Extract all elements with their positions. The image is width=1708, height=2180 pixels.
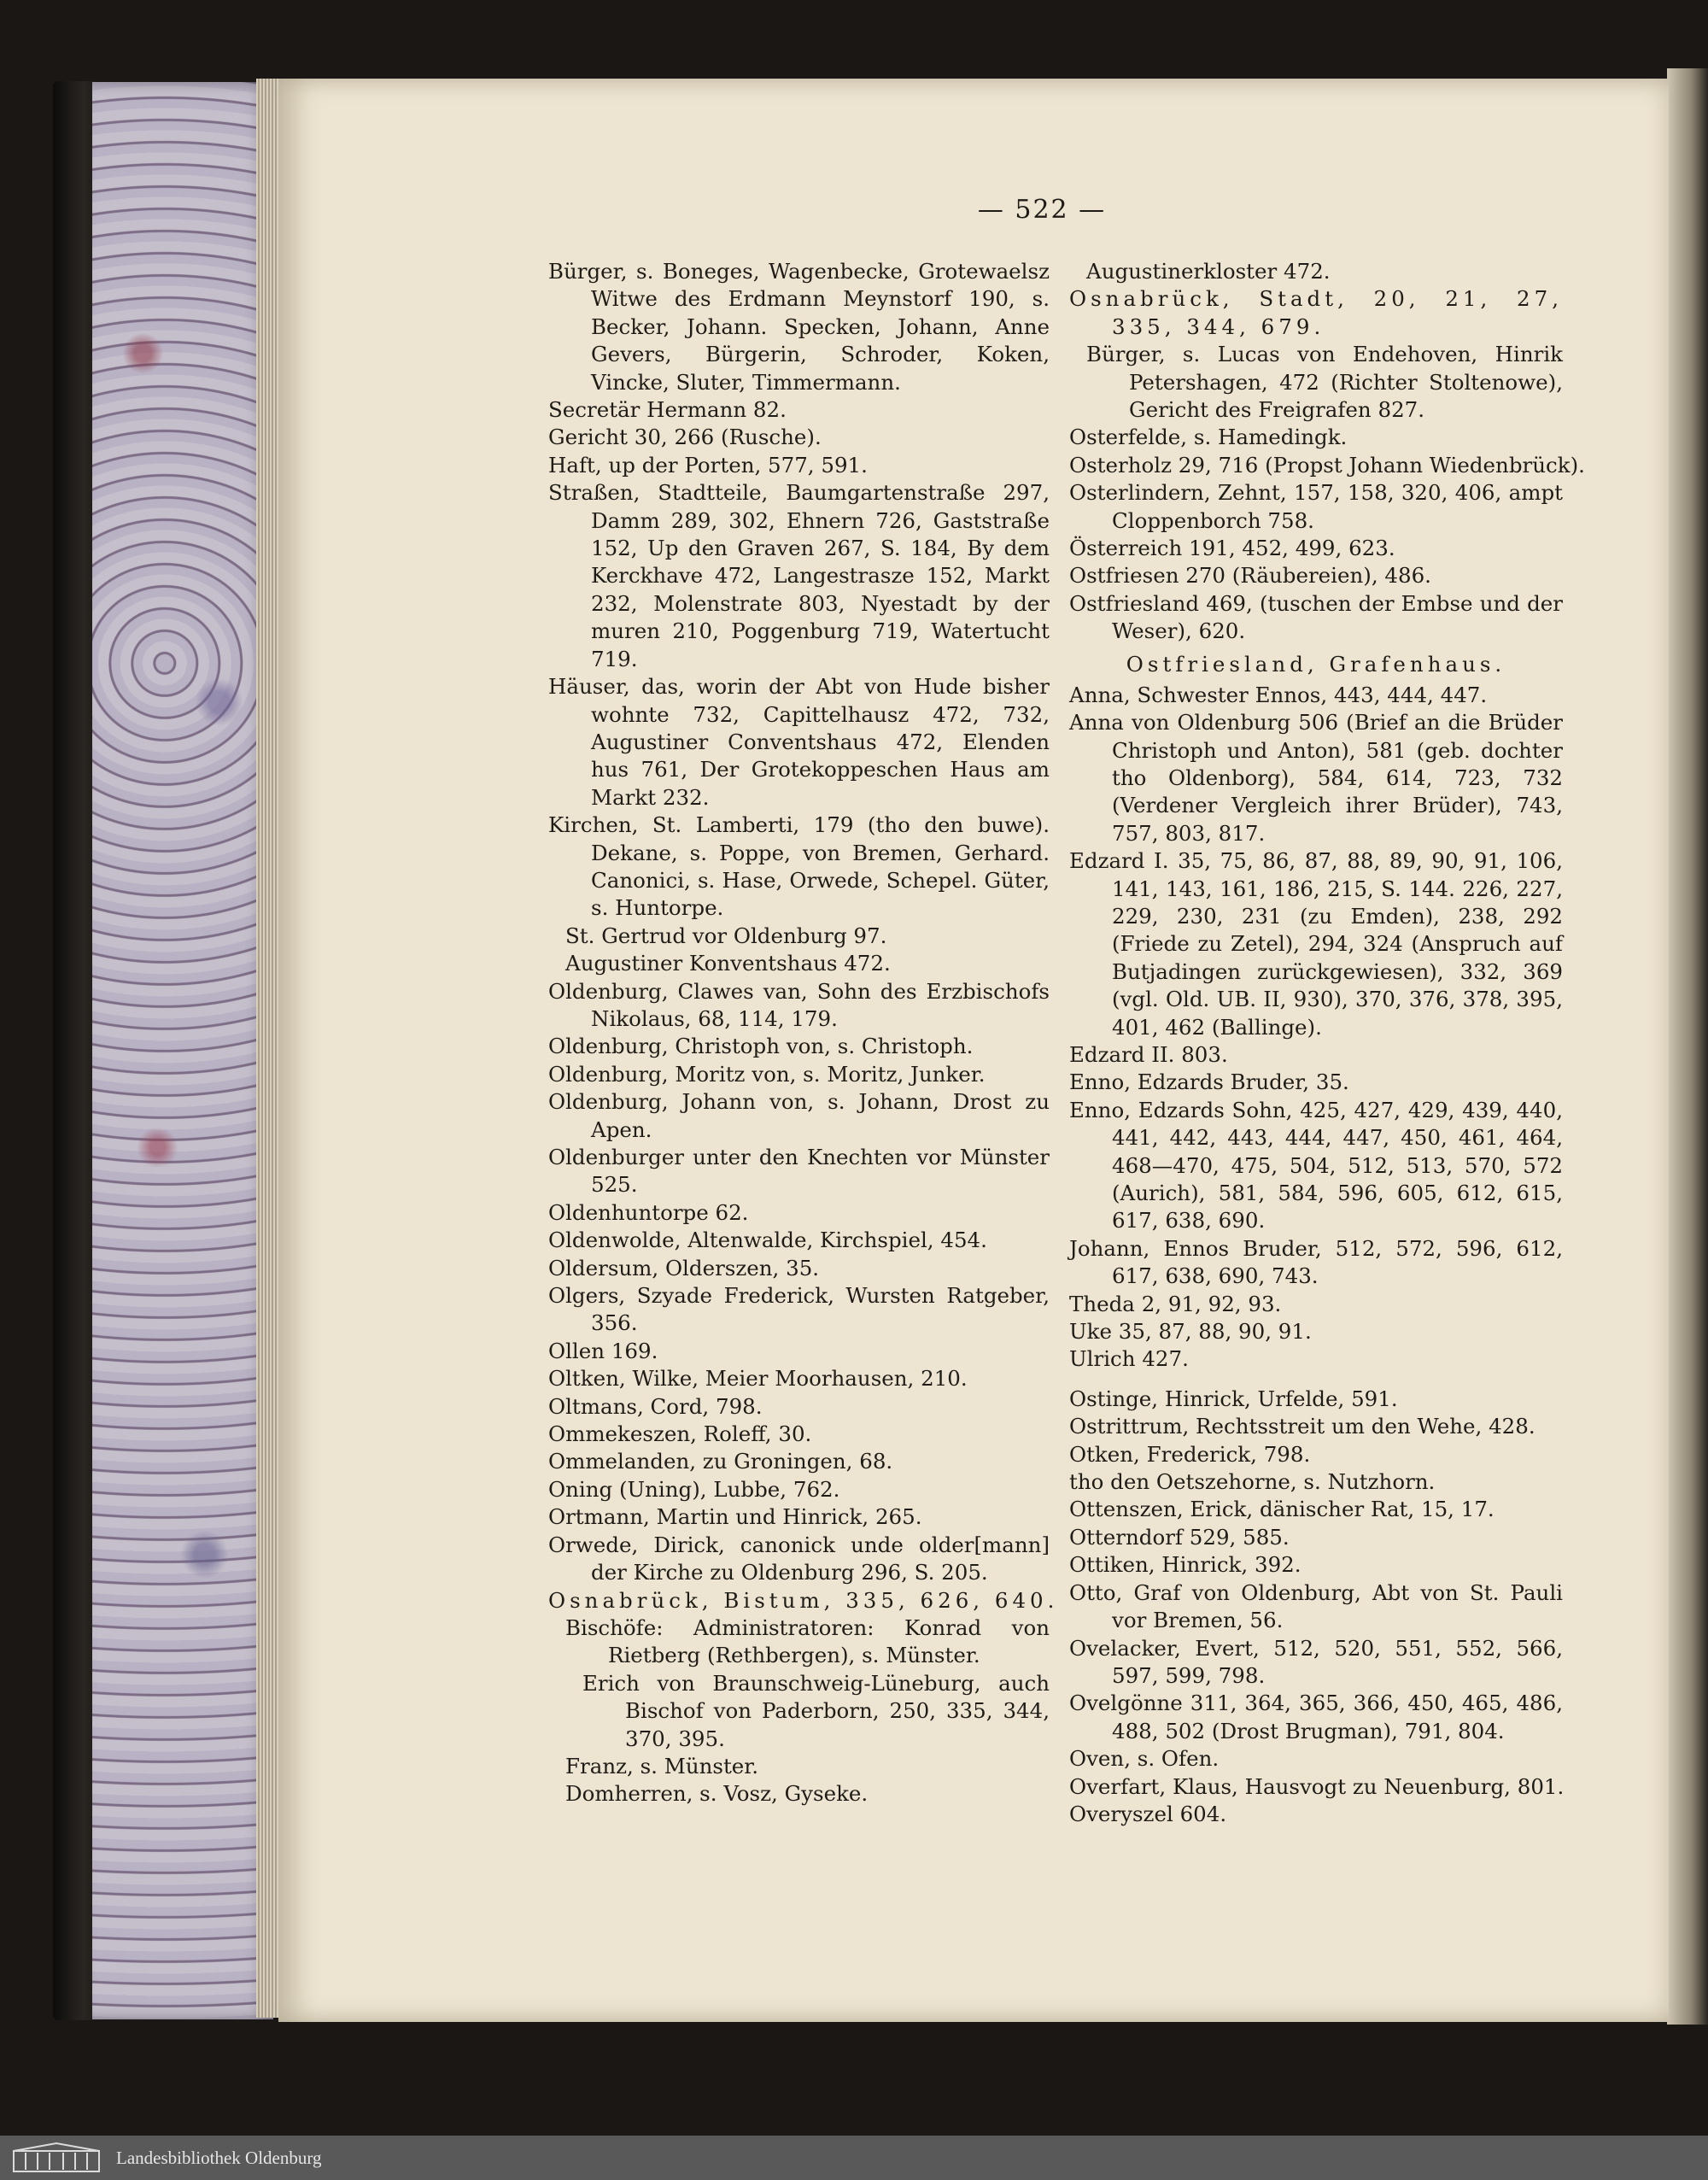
index-entry: Ostfriesland 469, (tuschen der Embse und der Weser), 620.: [1069, 590, 1563, 644]
library-building-icon: [9, 2141, 104, 2175]
index-entry: Ostrittrum, Rechtsstreit um den Wehe, 428.: [1069, 1414, 1535, 1439]
index-entry: Edzard II. 803.: [1069, 1041, 1228, 1067]
index-entry: Ommekeszen, Roleff, 30.: [548, 1421, 812, 1447]
index-entry: Oldersum, Olderszen, 35.: [548, 1255, 820, 1280]
page-number: — 522 —: [977, 195, 1107, 225]
index-entry: Olgers, Szyade Frederick, Wursten Ratgeber, 356.: [548, 1283, 1050, 1336]
index-entry: Otto, Graf von Oldenburg, Abt von St. Pauli vor Bremen, 56.: [1069, 1579, 1563, 1633]
index-entry: Osnabrück, Bistum, 335, 626, 640.: [548, 1587, 1059, 1613]
index-entry: tho den Oetszehorne, s. Nutzhorn.: [1069, 1469, 1436, 1495]
index-subentry: Bürger, s. Lucas von Endehoven, Hinrik Petershagen, 472 (Richter Stoltenowe), Gericht des Freigrafen 827.: [1086, 342, 1563, 423]
index-entry: Oldenburger unter den Knechten vor Münster 525.: [548, 1145, 1050, 1198]
index-entry: Ollen 169.: [548, 1338, 658, 1363]
index-entry: Ostfriesen 270 (Räubereien), 486.: [1069, 563, 1431, 589]
index-entry: Orwede, Dirick, canonick unde older[mann] der Kirche zu Oldenburg 296, S. 205.: [548, 1532, 1050, 1585]
index-entry: Haft, up der Porten, 577, 591.: [548, 452, 868, 478]
index-entry: Anna von Oldenburg 506 (Brief an die Brüder Christoph und Anton), 581 (geb. dochter tho Oldenborg), 584, 614, 723, 732 (Verdener Vergleich ihrer Brüder), 743, 757, 803, 817.: [1069, 710, 1563, 846]
index-entry: Edzard I. 35, 75, 86, 87, 88, 89, 90, 91, 106, 141, 143, 161, 186, 215, S. 144. 226, 227, 229, 230, 231 (zu Emden), 238, 292 (Friede zu Zetel), 294, 324 (Anspruch auf Butjadingen zurückgewiesen), 332, 369 (vgl. Old. UB. II, 930), 370, 376, 378, 395, 401, 462 (Ballinge).: [1069, 848, 1563, 1040]
right-page-edge: [1667, 68, 1708, 2025]
index-column-right: [1069, 258, 1585, 1828]
index-entry: Oldenwolde, Altenwalde, Kirchspiel, 454.: [548, 1228, 987, 1253]
index-entry: Ommelanden, zu Groningen, 68.: [548, 1449, 893, 1474]
index-entry: Straßen, Stadtteile, Baumgartenstraße 297, Damm 289, 302, Ehnern 726, Gaststraße 152, Up den Graven 267, S. 184, By dem Kerckhave 472, Langestrasze 152, Markt 232, Molenstrate 803, Nyestadt by der muren 210, Poggenburg 719, Watertucht 719.: [548, 480, 1050, 671]
index-entry: Ottenszen, Erick, dänischer Rat, 15, 17.: [1069, 1497, 1494, 1522]
index-subentry: Erich von Braunschweig-Lüneburg, auch Bischof von Paderborn, 250, 335, 344, 370, 395.: [582, 1670, 1050, 1751]
index-entry: Oldenhuntorpe 62.: [548, 1199, 749, 1225]
index-entry: Osterholz 29, 716 (Propst Johann Wiedenbrück).: [1069, 452, 1585, 478]
index-entry: Uke 35, 87, 88, 90, 91.: [1069, 1319, 1312, 1345]
index-entry: Oldenburg, Johann von, s. Johann, Drost zu Apen.: [548, 1089, 1050, 1142]
index-entry: Otken, Frederick, 798.: [1069, 1441, 1311, 1467]
index-entry: Bürger, s. Boneges, Wagenbecke, Grotewaelsz Witwe des Erdmann Meynstorf 190, s. Becker, Johann. Specken, Johann, Anne Gevers, Bürgerin, Schroder, Koken, Vincke, Sluter, Timmermann.: [548, 259, 1050, 395]
index-entry: Johann, Ennos Bruder, 512, 572, 596, 612, 617, 638, 690, 743.: [1069, 1235, 1563, 1289]
index-entry: Oltmans, Cord, 798.: [548, 1393, 763, 1419]
index-entry: Osterfelde, s. Hamedingk.: [1069, 425, 1348, 450]
index-subentry: Domherren, s. Vosz, Gyseke.: [565, 1781, 869, 1807]
index-entry: Ovelacker, Evert, 512, 520, 551, 552, 566, 597, 599, 798.: [1069, 1635, 1563, 1688]
index-entry: Oltken, Wilke, Meier Moorhausen, 210.: [548, 1366, 968, 1392]
section-heading: Ostfriesland, Grafenhaus.: [1126, 651, 1506, 677]
index-entry: Kirchen, St. Lamberti, 179 (tho den buwe). Dekane, s. Poppe, von Bremen, Gerhard. Canonici, s. Hase, Orwede, Schepel. Güter, s. Huntorpe.: [548, 812, 1050, 921]
index-subentry: Franz, s. Münster.: [565, 1753, 759, 1779]
index-entry: Secretär Hermann 82.: [548, 397, 787, 423]
index-entry: Gericht 30, 266 (Rusche).: [548, 425, 822, 450]
index-entry: Ulrich 427.: [1069, 1346, 1189, 1372]
index-entry: Osnabrück, Stadt, 20, 21, 27, 335, 344, 679.: [1069, 286, 1563, 339]
marbled-page-edge: [92, 82, 273, 2019]
index-entry: Otterndorf 529, 585.: [1069, 1524, 1290, 1550]
index-column-left: [548, 258, 1059, 1808]
index-entry: Ottiken, Hinrick, 392.: [1069, 1552, 1301, 1578]
index-subentry: Augustinerkloster 472.: [1086, 259, 1331, 284]
library-footer: [0, 2136, 1708, 2180]
index-subentry: St. Gertrud vor Oldenburg 97.: [565, 923, 887, 948]
index-entry: Overyszel 604.: [1069, 1801, 1227, 1826]
index-entry: Österreich 191, 452, 499, 623.: [1069, 536, 1395, 561]
index-entry: Oldenburg, Moritz von, s. Moritz, Junker.: [548, 1061, 986, 1087]
index-entry: Ortmann, Martin und Hinrick, 265.: [548, 1504, 922, 1530]
index-entry: Osterlindern, Zehnt, 157, 158, 320, 406, ampt Cloppenborch 758.: [1069, 480, 1563, 533]
page-stack-edge: [256, 79, 278, 2018]
index-entry: Oldenburg, Christoph von, s. Christoph.: [548, 1034, 974, 1059]
index-entry: Oning (Uning), Lubbe, 762.: [548, 1476, 840, 1502]
index-entry: Oldenburg, Clawes van, Sohn des Erzbischofs Nikolaus, 68, 114, 179.: [548, 978, 1050, 1031]
index-entry: Häuser, das, worin der Abt von Hude bisher wohnte 732, Capittelhausz 472, 732, Augustiner Conventshaus 472, Elenden hus 761, Der Grotekoppeschen Haus am Markt 232.: [548, 674, 1050, 810]
section-gap: [1069, 1374, 1563, 1386]
index-entry: Enno, Edzards Bruder, 35.: [1069, 1069, 1349, 1095]
index-subentry: Augustiner Konventshaus 472.: [565, 951, 891, 976]
index-entry: Ostinge, Hinrick, Urfelde, 591.: [1069, 1386, 1398, 1411]
index-entry: Overfart, Klaus, Hausvogt zu Neuenburg, 801.: [1069, 1773, 1565, 1799]
library-name: Landesbibliothek Oldenburg: [116, 2147, 322, 2168]
index-entry: Anna, Schwester Ennos, 443, 444, 447.: [1069, 682, 1488, 707]
index-entry: Ovelgönne 311, 364, 365, 366, 450, 465, 486, 488, 502 (Drost Brugman), 791, 804.: [1069, 1691, 1563, 1743]
index-entry: Theda 2, 91, 92, 93.: [1069, 1291, 1282, 1316]
index-entry: Enno, Edzards Sohn, 425, 427, 429, 439, 440, 441, 442, 443, 444, 447, 450, 461, 464, 468—470, 475, 504, 512, 513, 570, 572 (Aurich), 581, 584, 596, 605, 612, 615, 617, 638, 690.: [1069, 1097, 1563, 1234]
index-subentry: Bischöfe: Administratoren: Konrad von Rietberg (Rethbergen), s. Münster.: [565, 1614, 1050, 1668]
index-entry: Oven, s. Ofen.: [1069, 1746, 1220, 1772]
